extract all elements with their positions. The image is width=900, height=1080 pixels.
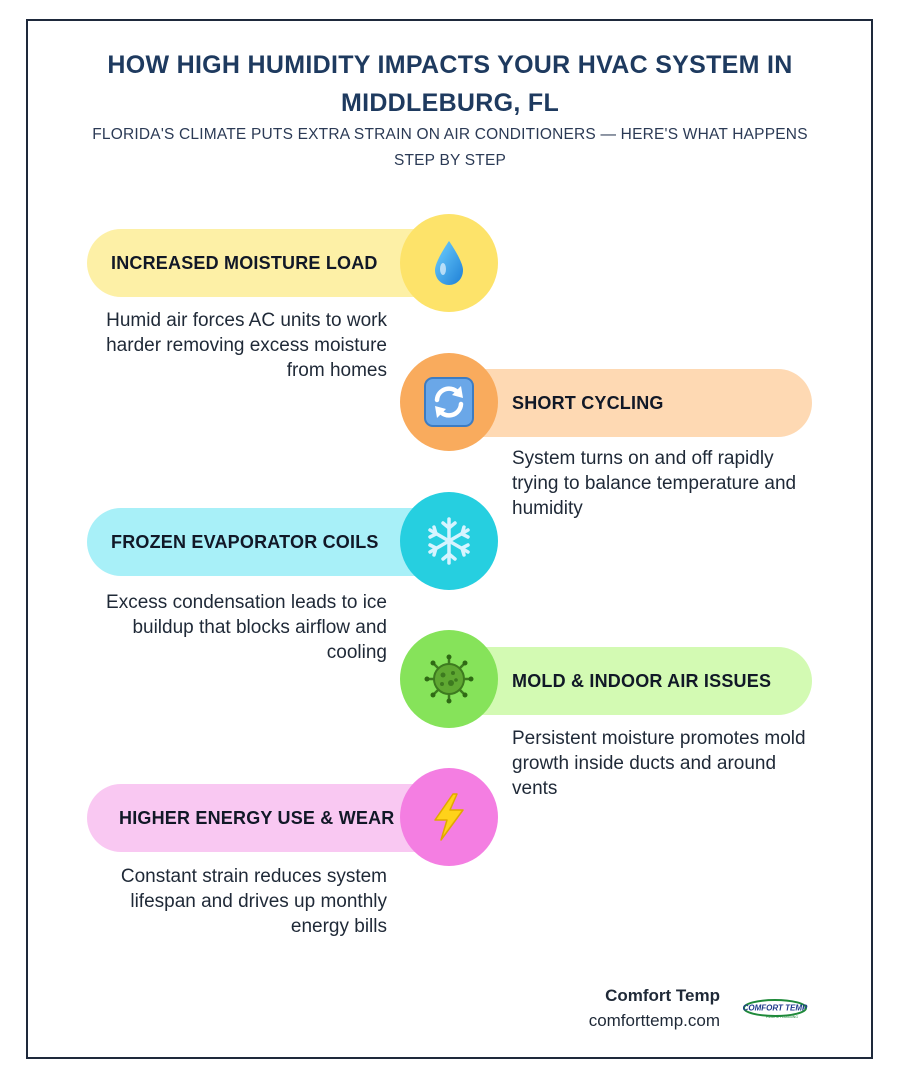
comfort-temp-logo (742, 996, 808, 1022)
water-drop-icon (432, 239, 466, 287)
microbe-icon (423, 653, 475, 705)
snowflake-icon (423, 515, 475, 567)
brand-name: Comfort Temp (605, 986, 720, 1005)
logo-tagline: HVAC & PLUMBING (765, 1015, 799, 1019)
step-5-description: Constant strain reduces system lifespan and drives up monthly energy bills (120, 866, 387, 937)
page-title: HOW HIGH HUMIDITY IMPACTS YOUR HVAC SYSTEM IN MIDDLEBURG, FL (107, 51, 793, 117)
step-3-label: FROZEN EVAPORATOR COILS (111, 531, 379, 552)
step-5-circle (400, 768, 498, 866)
page-subtitle: FLORIDA'S CLIMATE PUTS EXTRA STRAIN ON AIR CONDITIONERS — HERE'S WHAT HAPPENS STEP BY STEP (92, 126, 808, 169)
step-1-label: INCREASED MOISTURE LOAD (111, 252, 378, 273)
step-3-circle (400, 492, 498, 590)
brand-url[interactable]: comforttemp.com (588, 1011, 720, 1030)
step-5-label: HIGHER ENERGY USE & WEAR (119, 807, 395, 828)
lightning-icon (429, 792, 469, 842)
step-4-label: MOLD & INDOOR AIR ISSUES (512, 670, 772, 691)
logo-text: COMFORT TEMP (742, 1003, 808, 1013)
step-4-circle (400, 630, 498, 728)
step-2-circle (400, 353, 498, 451)
cycle-arrows-icon (423, 376, 475, 428)
step-4-description: Persistent moisture promotes mold growth inside ducts and around vents (512, 728, 806, 799)
step-1-description: Humid air forces AC units to work harder removing excess moisture from homes (106, 310, 387, 381)
step-2-label: SHORT CYCLING (512, 392, 664, 413)
step-2-description: System turns on and off rapidly trying to balance temperature and humidity (512, 448, 797, 519)
step-1-circle (400, 214, 498, 312)
step-3-description: Excess condensation leads to ice buildup that blocks airflow and cooling (106, 592, 387, 663)
